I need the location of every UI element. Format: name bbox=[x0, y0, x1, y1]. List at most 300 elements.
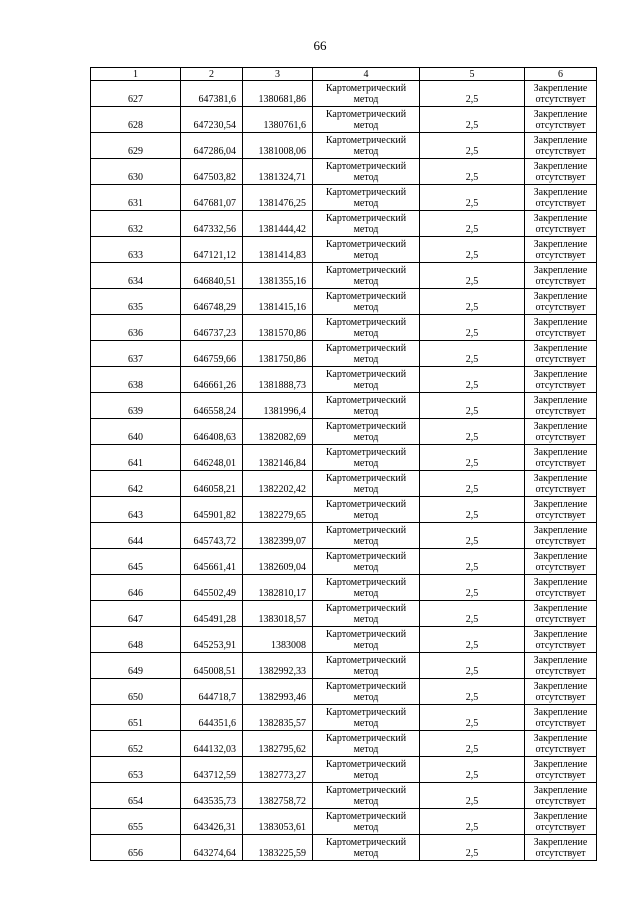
accuracy-cell: 2,5 bbox=[420, 601, 525, 627]
table-row bbox=[91, 549, 597, 575]
accuracy-cell: 2,5 bbox=[420, 627, 525, 653]
method-cell bbox=[313, 549, 420, 575]
method-cell bbox=[313, 211, 420, 237]
method-line-1: Картометрический bbox=[325, 368, 407, 380]
method-cell bbox=[313, 81, 420, 107]
fixation-cell bbox=[525, 211, 597, 237]
method-line-2: метод bbox=[353, 587, 379, 599]
fixation-line-2: отсутствует bbox=[535, 769, 586, 781]
method-line-2: метод bbox=[353, 743, 379, 755]
point-number-cell: 644 bbox=[91, 523, 181, 549]
x-coordinate-cell: 644718,7 bbox=[181, 679, 243, 705]
y-coordinate-cell: 1380681,86 bbox=[243, 81, 313, 107]
point-number-cell: 635 bbox=[91, 289, 181, 315]
fixation-line-2: отсутствует bbox=[535, 249, 586, 261]
method-cell bbox=[313, 731, 420, 757]
accuracy-cell: 2,5 bbox=[420, 289, 525, 315]
table-row bbox=[91, 81, 597, 107]
accuracy-cell: 2,5 bbox=[420, 81, 525, 107]
accuracy-cell: 2,5 bbox=[420, 211, 525, 237]
point-number-cell: 628 bbox=[91, 107, 181, 133]
fixation-line-2: отсутствует bbox=[535, 665, 586, 677]
table-row bbox=[91, 237, 597, 263]
fixation-line-2: отсутствует bbox=[535, 119, 586, 131]
fixation-line-2: отсутствует bbox=[535, 301, 586, 313]
method-line-1: Картометрический bbox=[325, 108, 407, 120]
method-line-2: метод bbox=[353, 639, 379, 651]
y-coordinate-cell: 1381414,83 bbox=[243, 237, 313, 263]
accuracy-cell: 2,5 bbox=[420, 575, 525, 601]
coordinates-table bbox=[90, 67, 597, 861]
method-line-2: метод bbox=[353, 769, 379, 781]
point-number-cell: 630 bbox=[91, 159, 181, 185]
accuracy-cell: 2,5 bbox=[420, 315, 525, 341]
method-cell bbox=[313, 445, 420, 471]
x-coordinate-cell: 645253,91 bbox=[181, 627, 243, 653]
method-line-2: метод bbox=[353, 275, 379, 287]
method-line-2: метод bbox=[353, 249, 379, 261]
fixation-cell bbox=[525, 601, 597, 627]
fixation-cell bbox=[525, 185, 597, 211]
x-coordinate-cell: 646840,51 bbox=[181, 263, 243, 289]
method-line-1: Картометрический bbox=[325, 290, 407, 302]
x-coordinate-cell: 647230,54 bbox=[181, 107, 243, 133]
fixation-line-2: отсутствует bbox=[535, 197, 586, 209]
fixation-line-1: Закрепление bbox=[533, 420, 588, 432]
table-row bbox=[91, 185, 597, 211]
y-coordinate-cell: 1382810,17 bbox=[243, 575, 313, 601]
table-row bbox=[91, 289, 597, 315]
table-row bbox=[91, 679, 597, 705]
method-cell bbox=[313, 757, 420, 783]
x-coordinate-cell: 643535,73 bbox=[181, 783, 243, 809]
x-coordinate-cell: 647332,56 bbox=[181, 211, 243, 237]
x-coordinate-cell: 643274,64 bbox=[181, 835, 243, 861]
table-row bbox=[91, 575, 597, 601]
accuracy-cell: 2,5 bbox=[420, 419, 525, 445]
method-cell bbox=[313, 601, 420, 627]
y-coordinate-cell: 1381444,42 bbox=[243, 211, 313, 237]
accuracy-cell: 2,5 bbox=[420, 835, 525, 861]
method-line-2: метод bbox=[353, 457, 379, 469]
method-line-2: метод bbox=[353, 535, 379, 547]
method-cell bbox=[313, 809, 420, 835]
accuracy-cell: 2,5 bbox=[420, 393, 525, 419]
x-coordinate-cell: 645661,41 bbox=[181, 549, 243, 575]
fixation-line-1: Закрепление bbox=[533, 524, 588, 536]
point-number-cell: 632 bbox=[91, 211, 181, 237]
method-cell bbox=[313, 497, 420, 523]
fixation-cell bbox=[525, 575, 597, 601]
y-coordinate-cell: 1381008,06 bbox=[243, 133, 313, 159]
method-line-2: метод bbox=[353, 405, 379, 417]
x-coordinate-cell: 645491,28 bbox=[181, 601, 243, 627]
method-line-2: метод bbox=[353, 119, 379, 131]
method-line-2: метод bbox=[353, 717, 379, 729]
column-header: 4 bbox=[313, 68, 420, 81]
fixation-cell bbox=[525, 159, 597, 185]
fixation-line-1: Закрепление bbox=[533, 576, 588, 588]
fixation-line-1: Закрепление bbox=[533, 784, 588, 796]
accuracy-cell: 2,5 bbox=[420, 367, 525, 393]
fixation-line-1: Закрепление bbox=[533, 602, 588, 614]
method-line-2: метод bbox=[353, 145, 379, 157]
x-coordinate-cell: 647286,04 bbox=[181, 133, 243, 159]
table-row bbox=[91, 393, 597, 419]
accuracy-cell: 2,5 bbox=[420, 471, 525, 497]
fixation-line-1: Закрепление bbox=[533, 472, 588, 484]
x-coordinate-cell: 645743,72 bbox=[181, 523, 243, 549]
point-number-cell: 627 bbox=[91, 81, 181, 107]
fixation-cell bbox=[525, 393, 597, 419]
accuracy-cell: 2,5 bbox=[420, 809, 525, 835]
method-line-2: метод bbox=[353, 379, 379, 391]
accuracy-cell: 2,5 bbox=[420, 679, 525, 705]
accuracy-cell: 2,5 bbox=[420, 237, 525, 263]
point-number-cell: 645 bbox=[91, 549, 181, 575]
fixation-line-2: отсутствует bbox=[535, 483, 586, 495]
fixation-line-1: Закрепление bbox=[533, 394, 588, 406]
x-coordinate-cell: 646661,26 bbox=[181, 367, 243, 393]
y-coordinate-cell: 1382279,65 bbox=[243, 497, 313, 523]
method-cell bbox=[313, 627, 420, 653]
y-coordinate-cell: 1382992,33 bbox=[243, 653, 313, 679]
fixation-cell bbox=[525, 653, 597, 679]
method-line-1: Картометрический bbox=[325, 264, 407, 276]
fixation-line-2: отсутствует bbox=[535, 717, 586, 729]
fixation-line-2: отсутствует bbox=[535, 743, 586, 755]
fixation-cell bbox=[525, 315, 597, 341]
fixation-line-1: Закрепление bbox=[533, 186, 588, 198]
table-row bbox=[91, 731, 597, 757]
fixation-line-1: Закрепление bbox=[533, 108, 588, 120]
method-line-2: метод bbox=[353, 821, 379, 833]
y-coordinate-cell: 1381996,4 bbox=[243, 393, 313, 419]
method-cell bbox=[313, 107, 420, 133]
method-cell bbox=[313, 393, 420, 419]
point-number-cell: 642 bbox=[91, 471, 181, 497]
method-line-1: Картометрический bbox=[325, 472, 407, 484]
method-line-1: Картометрический bbox=[325, 160, 407, 172]
fixation-cell bbox=[525, 289, 597, 315]
fixation-line-1: Закрепление bbox=[533, 264, 588, 276]
method-line-1: Картометрический bbox=[325, 82, 407, 94]
method-line-1: Картометрический bbox=[325, 446, 407, 458]
method-line-2: метод bbox=[353, 431, 379, 443]
method-line-2: метод bbox=[353, 561, 379, 573]
table-row bbox=[91, 367, 597, 393]
table-row bbox=[91, 341, 597, 367]
point-number-cell: 640 bbox=[91, 419, 181, 445]
method-line-1: Картометрический bbox=[325, 186, 407, 198]
fixation-line-1: Закрепление bbox=[533, 238, 588, 250]
fixation-cell bbox=[525, 705, 597, 731]
method-line-2: метод bbox=[353, 301, 379, 313]
table-body bbox=[91, 81, 597, 861]
method-line-2: метод bbox=[353, 509, 379, 521]
table-row bbox=[91, 783, 597, 809]
fixation-line-2: отсутствует bbox=[535, 457, 586, 469]
fixation-line-1: Закрепление bbox=[533, 758, 588, 770]
fixation-line-2: отсутствует bbox=[535, 275, 586, 287]
fixation-cell bbox=[525, 133, 597, 159]
table-row bbox=[91, 601, 597, 627]
fixation-line-1: Закрепление bbox=[533, 290, 588, 302]
x-coordinate-cell: 643426,31 bbox=[181, 809, 243, 835]
accuracy-cell: 2,5 bbox=[420, 731, 525, 757]
method-line-1: Картометрический bbox=[325, 732, 407, 744]
method-line-1: Картометрический bbox=[325, 134, 407, 146]
fixation-cell bbox=[525, 627, 597, 653]
x-coordinate-cell: 646759,66 bbox=[181, 341, 243, 367]
fixation-cell bbox=[525, 783, 597, 809]
x-coordinate-cell: 646737,23 bbox=[181, 315, 243, 341]
fixation-line-2: отсутствует bbox=[535, 327, 586, 339]
method-cell bbox=[313, 159, 420, 185]
method-cell bbox=[313, 575, 420, 601]
y-coordinate-cell: 1381888,73 bbox=[243, 367, 313, 393]
y-coordinate-cell: 1381324,71 bbox=[243, 159, 313, 185]
point-number-cell: 633 bbox=[91, 237, 181, 263]
y-coordinate-cell: 1381415,16 bbox=[243, 289, 313, 315]
method-line-1: Картометрический bbox=[325, 810, 407, 822]
y-coordinate-cell: 1382399,07 bbox=[243, 523, 313, 549]
point-number-cell: 656 bbox=[91, 835, 181, 861]
table-row bbox=[91, 705, 597, 731]
fixation-cell bbox=[525, 757, 597, 783]
point-number-cell: 655 bbox=[91, 809, 181, 835]
method-line-2: метод bbox=[353, 197, 379, 209]
fixation-line-2: отсутствует bbox=[535, 223, 586, 235]
fixation-cell bbox=[525, 497, 597, 523]
method-line-1: Картометрический bbox=[325, 498, 407, 510]
method-cell bbox=[313, 185, 420, 211]
table-row bbox=[91, 627, 597, 653]
table-row bbox=[91, 315, 597, 341]
method-cell bbox=[313, 523, 420, 549]
table-row bbox=[91, 809, 597, 835]
table-row bbox=[91, 107, 597, 133]
table-header-row bbox=[91, 68, 597, 81]
method-line-1: Картометрический bbox=[325, 394, 407, 406]
accuracy-cell: 2,5 bbox=[420, 263, 525, 289]
y-coordinate-cell: 1383225,59 bbox=[243, 835, 313, 861]
table-row bbox=[91, 497, 597, 523]
y-coordinate-cell: 1382795,62 bbox=[243, 731, 313, 757]
fixation-line-2: отсутствует bbox=[535, 93, 586, 105]
method-line-2: метод bbox=[353, 613, 379, 625]
fixation-line-2: отсутствует bbox=[535, 613, 586, 625]
x-coordinate-cell: 647121,12 bbox=[181, 237, 243, 263]
table-row bbox=[91, 653, 597, 679]
fixation-line-1: Закрепление bbox=[533, 628, 588, 640]
fixation-line-1: Закрепление bbox=[533, 160, 588, 172]
fixation-line-1: Закрепление bbox=[533, 706, 588, 718]
accuracy-cell: 2,5 bbox=[420, 497, 525, 523]
fixation-cell bbox=[525, 523, 597, 549]
fixation-line-2: отсутствует bbox=[535, 535, 586, 547]
fixation-line-1: Закрепление bbox=[533, 498, 588, 510]
method-line-1: Картометрический bbox=[325, 316, 407, 328]
x-coordinate-cell: 646408,63 bbox=[181, 419, 243, 445]
x-coordinate-cell: 645502,49 bbox=[181, 575, 243, 601]
column-header: 2 bbox=[181, 68, 243, 81]
point-number-cell: 634 bbox=[91, 263, 181, 289]
y-coordinate-cell: 1381750,86 bbox=[243, 341, 313, 367]
method-line-1: Картометрический bbox=[325, 654, 407, 666]
method-line-1: Картометрический bbox=[325, 524, 407, 536]
y-coordinate-cell: 1382202,42 bbox=[243, 471, 313, 497]
fixation-line-2: отсутствует bbox=[535, 353, 586, 365]
accuracy-cell: 2,5 bbox=[420, 523, 525, 549]
point-number-cell: 647 bbox=[91, 601, 181, 627]
method-cell bbox=[313, 419, 420, 445]
method-cell bbox=[313, 653, 420, 679]
method-line-1: Картометрический bbox=[325, 212, 407, 224]
fixation-line-1: Закрепление bbox=[533, 316, 588, 328]
x-coordinate-cell: 643712,59 bbox=[181, 757, 243, 783]
table-row bbox=[91, 159, 597, 185]
y-coordinate-cell: 1382993,46 bbox=[243, 679, 313, 705]
fixation-line-1: Закрепление bbox=[533, 212, 588, 224]
method-line-1: Картометрический bbox=[325, 420, 407, 432]
method-line-1: Картометрический bbox=[325, 342, 407, 354]
point-number-cell: 629 bbox=[91, 133, 181, 159]
table-row bbox=[91, 757, 597, 783]
y-coordinate-cell: 1382146,84 bbox=[243, 445, 313, 471]
fixation-cell bbox=[525, 731, 597, 757]
table-row bbox=[91, 133, 597, 159]
method-cell bbox=[313, 289, 420, 315]
accuracy-cell: 2,5 bbox=[420, 783, 525, 809]
fixation-line-2: отсутствует bbox=[535, 171, 586, 183]
method-line-1: Картометрический bbox=[325, 758, 407, 770]
fixation-line-1: Закрепление bbox=[533, 836, 588, 848]
method-line-1: Картометрический bbox=[325, 680, 407, 692]
method-line-1: Картометрический bbox=[325, 238, 407, 250]
fixation-line-2: отсутствует bbox=[535, 847, 586, 859]
method-line-2: метод bbox=[353, 223, 379, 235]
point-number-cell: 651 bbox=[91, 705, 181, 731]
fixation-cell bbox=[525, 367, 597, 393]
point-number-cell: 652 bbox=[91, 731, 181, 757]
point-number-cell: 648 bbox=[91, 627, 181, 653]
x-coordinate-cell: 644351,6 bbox=[181, 705, 243, 731]
fixation-cell bbox=[525, 341, 597, 367]
point-number-cell: 649 bbox=[91, 653, 181, 679]
fixation-line-2: отсутствует bbox=[535, 821, 586, 833]
fixation-cell bbox=[525, 107, 597, 133]
fixation-cell bbox=[525, 471, 597, 497]
point-number-cell: 643 bbox=[91, 497, 181, 523]
fixation-line-1: Закрепление bbox=[533, 342, 588, 354]
accuracy-cell: 2,5 bbox=[420, 341, 525, 367]
accuracy-cell: 2,5 bbox=[420, 653, 525, 679]
point-number-cell: 641 bbox=[91, 445, 181, 471]
y-coordinate-cell: 1383008 bbox=[243, 627, 313, 653]
column-header: 5 bbox=[420, 68, 525, 81]
method-line-2: метод bbox=[353, 327, 379, 339]
y-coordinate-cell: 1382835,57 bbox=[243, 705, 313, 731]
fixation-cell bbox=[525, 835, 597, 861]
table-row bbox=[91, 523, 597, 549]
method-line-1: Картометрический bbox=[325, 602, 407, 614]
method-cell bbox=[313, 237, 420, 263]
method-cell bbox=[313, 263, 420, 289]
table-row bbox=[91, 445, 597, 471]
accuracy-cell: 2,5 bbox=[420, 445, 525, 471]
method-line-2: метод bbox=[353, 93, 379, 105]
method-line-2: метод bbox=[353, 483, 379, 495]
x-coordinate-cell: 647681,07 bbox=[181, 185, 243, 211]
x-coordinate-cell: 647503,82 bbox=[181, 159, 243, 185]
method-cell bbox=[313, 341, 420, 367]
fixation-line-1: Закрепление bbox=[533, 134, 588, 146]
fixation-cell bbox=[525, 809, 597, 835]
fixation-cell bbox=[525, 419, 597, 445]
method-cell bbox=[313, 367, 420, 393]
point-number-cell: 653 bbox=[91, 757, 181, 783]
accuracy-cell: 2,5 bbox=[420, 107, 525, 133]
fixation-line-2: отсутствует bbox=[535, 561, 586, 573]
table-row bbox=[91, 419, 597, 445]
method-line-1: Картометрический bbox=[325, 628, 407, 640]
point-number-cell: 638 bbox=[91, 367, 181, 393]
accuracy-cell: 2,5 bbox=[420, 159, 525, 185]
method-cell bbox=[313, 471, 420, 497]
fixation-line-2: отсутствует bbox=[535, 587, 586, 599]
fixation-cell bbox=[525, 549, 597, 575]
fixation-line-2: отсутствует bbox=[535, 795, 586, 807]
y-coordinate-cell: 1382609,04 bbox=[243, 549, 313, 575]
fixation-cell bbox=[525, 263, 597, 289]
method-line-1: Картометрический bbox=[325, 784, 407, 796]
table-row bbox=[91, 211, 597, 237]
fixation-line-1: Закрепление bbox=[533, 446, 588, 458]
y-coordinate-cell: 1382773,27 bbox=[243, 757, 313, 783]
fixation-line-2: отсутствует bbox=[535, 509, 586, 521]
fixation-line-1: Закрепление bbox=[533, 654, 588, 666]
accuracy-cell: 2,5 bbox=[420, 757, 525, 783]
method-cell bbox=[313, 705, 420, 731]
method-line-1: Картометрический bbox=[325, 836, 407, 848]
table-row bbox=[91, 471, 597, 497]
fixation-cell bbox=[525, 445, 597, 471]
fixation-line-2: отсутствует bbox=[535, 431, 586, 443]
y-coordinate-cell: 1382082,69 bbox=[243, 419, 313, 445]
method-line-2: метод bbox=[353, 353, 379, 365]
y-coordinate-cell: 1383018,57 bbox=[243, 601, 313, 627]
fixation-line-1: Закрепление bbox=[533, 550, 588, 562]
y-coordinate-cell: 1382758,72 bbox=[243, 783, 313, 809]
point-number-cell: 646 bbox=[91, 575, 181, 601]
accuracy-cell: 2,5 bbox=[420, 133, 525, 159]
method-line-2: метод bbox=[353, 691, 379, 703]
method-cell bbox=[313, 315, 420, 341]
y-coordinate-cell: 1381476,25 bbox=[243, 185, 313, 211]
fixation-line-1: Закрепление bbox=[533, 680, 588, 692]
fixation-cell bbox=[525, 679, 597, 705]
x-coordinate-cell: 646748,29 bbox=[181, 289, 243, 315]
method-cell bbox=[313, 679, 420, 705]
table-row bbox=[91, 263, 597, 289]
method-line-2: метод bbox=[353, 795, 379, 807]
accuracy-cell: 2,5 bbox=[420, 549, 525, 575]
fixation-line-1: Закрепление bbox=[533, 82, 588, 94]
x-coordinate-cell: 647381,6 bbox=[181, 81, 243, 107]
y-coordinate-cell: 1381355,16 bbox=[243, 263, 313, 289]
method-cell bbox=[313, 835, 420, 861]
